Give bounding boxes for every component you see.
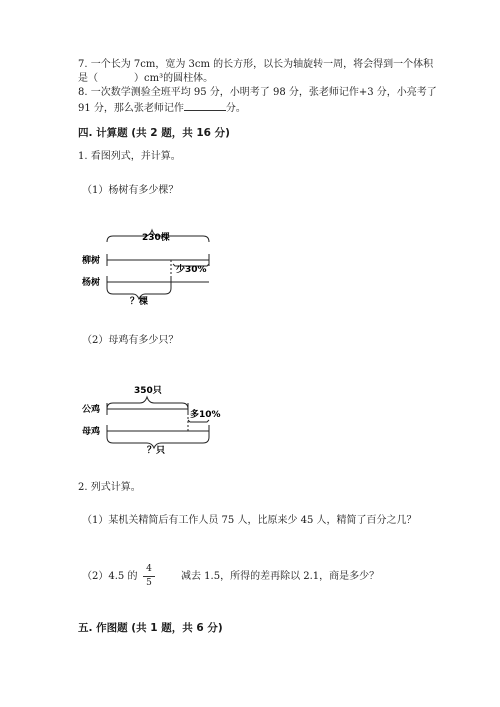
section4-title: 四. 计算题 (共 2 题，共 16 分) (78, 127, 230, 139)
diagram2-row2-label: 母鸡 (82, 427, 101, 437)
q8-line2-start: 91 分，那么张老师记作 (78, 103, 184, 114)
fraction-four-fifths (142, 564, 156, 589)
p2-title: 2. 列式计算。 (78, 482, 141, 493)
diagram2-total-brace (107, 397, 188, 409)
diagram1-row2-label: 杨树 (82, 278, 101, 288)
diagram2-diff-label: 多10% (190, 410, 221, 420)
diagram2-unknown-label: ？只 (147, 446, 166, 456)
diagram2-total-label: 350只 (134, 386, 162, 396)
p2-sub2-start: （2）4.5 的 (82, 571, 138, 582)
diagram1-diff-label: 少30% (176, 265, 207, 275)
p2-sub2-end: 减去 1.5，所得的差再除以 2.1，商是多少？ (181, 571, 380, 582)
q8-line1: 8. 一次数学测验全班平均 95 分，小明考了 98 分，张老师记作+3 分，小亮考了 (78, 87, 437, 98)
p1-title: 1. 看图列式，并计算。 (78, 151, 181, 162)
q8-line2-end: 分。 (225, 103, 246, 114)
diagram1-unknown-label: ？棵 (130, 297, 149, 307)
fraction-numerator: 4 (146, 564, 152, 574)
q7-line2-start: 是（ (78, 73, 98, 84)
diagram1-row1-label: 柳树 (82, 256, 101, 266)
fraction-denominator: 5 (146, 578, 152, 588)
diagram2-diff-brace (188, 420, 209, 422)
p1-sub1: （1）杨树有多少棵？ (82, 185, 179, 196)
diagram1-total-label: 230棵 (142, 233, 170, 243)
diagram2-row1-label: 公鸡 (82, 405, 101, 415)
section5-title: 五. 作图题 (共 1 题，共 6 分) (78, 622, 223, 634)
q7-line1: 7. 一个长为 7cm，宽为 3cm 的长方形，以长为轴旋转一周，将会得到一个体积 (78, 59, 434, 70)
q7-line2-end: ）cm³的圆柱体。 (134, 73, 214, 84)
p1-sub2: （2）母鸡有多少只？ (82, 335, 179, 346)
p2-sub1: （1）某机关精简后有工作人员 75 人，比原来少 45 人，精简了百分之几？ (82, 515, 417, 526)
